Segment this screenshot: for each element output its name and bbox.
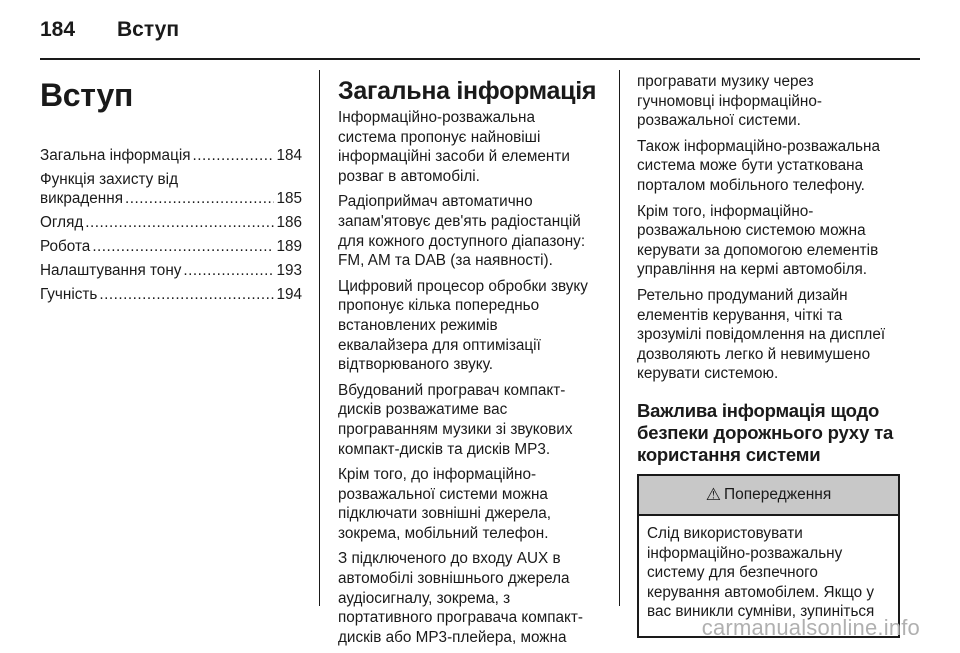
text-line: порталом мобільного телефону. [637,176,865,194]
text-line: Крім того, до інформаційно- [338,466,537,484]
text-line: дисків розважатиме вас [338,401,508,419]
paragraph [637,72,899,131]
toc-leader-dots [92,237,274,256]
text-line: розважальною системою можна [637,222,866,240]
toc-leader-dots [125,189,274,208]
column-general-info [338,64,602,653]
paragraph [338,381,602,459]
header-rule [40,58,920,60]
text-line: безпеки дорожнього руху та [637,421,894,443]
paragraph [338,192,602,270]
subsection-title [637,400,899,466]
text-line: Радіоприймач автоматично [338,193,533,211]
page-header [40,18,920,48]
warning-text [639,514,898,622]
text-line: Крім того, інформаційно- [637,202,814,220]
warning-title: Попередження [724,485,832,503]
watermark: carmanualsonline.info [701,615,920,640]
text-line: система пропонує найновіші [338,128,541,146]
text-line: підключати зовнішні джерела, [338,505,552,523]
text-line: дозволяють легко й невимушено [637,345,871,363]
toc-page-number: 186 [276,214,302,231]
text-line: гучномовці інформаційно- [637,92,822,110]
column-divider-2 [619,70,620,606]
toc-leader-dots [183,261,274,280]
toc-page-number: 193 [276,262,302,279]
paragraph [338,465,602,543]
text-line: для кожного доступного діапазону: [338,232,586,250]
warning-box [637,474,900,638]
text-line: З підключеного до входу AUX в [338,550,561,568]
text-line: систему для безпечного [647,564,818,582]
toc-entry[interactable] [40,285,302,304]
toc-entry-text: Гучність [40,286,98,303]
toc-entry-text: викрадення [40,190,123,207]
toc-entry[interactable] [40,261,302,280]
text-line: Також інформаційно-розважальна [637,137,880,155]
toc-entry[interactable] [40,146,302,165]
text-line: Слід використовувати [647,524,803,542]
text-line: запам'ятовує дев'ять радіостанцій [338,212,581,230]
toc-entry[interactable] [40,213,302,232]
toc-entry-text: Робота [40,238,91,255]
paragraph [637,137,899,196]
paragraph [637,286,899,384]
text-line: FM, AM та DAB (за наявності). [338,252,553,270]
text-line: Ретельно продуманий дизайн [637,286,848,304]
text-line: відтворюваного звуку. [338,356,493,374]
toc-entry[interactable] [40,237,302,256]
toc-page-number: 194 [276,286,302,303]
continued-body [637,72,899,384]
text-line: розваг в автомобілі. [338,167,480,185]
text-line: керування автомобілем. Якщо у [647,583,875,601]
toc-page-number: 185 [276,190,302,207]
section-title: Загальна інформація [338,77,597,105]
toc-entry-text: Функція захисту від [40,171,179,188]
text-line: встановлених режимів [338,316,498,334]
toc-leader-dots [193,146,275,165]
text-line: інформаційні засоби й елементи [338,148,570,166]
text-line: еквалайзера для оптимізації [338,336,541,354]
table-of-contents [40,146,302,304]
text-line: користання системи [637,443,821,465]
section-body [338,108,602,647]
text-line: дисків або MP3-плейера, можна [338,628,567,646]
text-line: портативного програвача компакт- [338,609,583,627]
text-line: Інформаційно-розважальна [338,109,535,126]
text-line: розважальної системи. [637,112,801,130]
paragraph [637,202,899,280]
text-line: аудіосигналу, зокрема, з [338,589,511,607]
warning-triangle-icon: ⚠ [705,484,721,504]
text-line: зрозумілі повідомлення на дисплеї [637,326,886,344]
toc-entry[interactable] [40,170,302,208]
text-line: Вбудований програвач компакт- [338,381,566,399]
text-line: вас виникли сумніви, зупиніться [647,603,875,621]
toc-entry-text: Огляд [40,214,84,231]
text-line: автомобілі зовнішнього джерела [338,570,570,588]
running-title: Вступ [117,18,180,41]
toc-leader-dots [85,213,274,232]
warning-header [639,476,898,514]
column-continued [637,64,899,638]
toc-leader-dots [99,285,274,304]
page-number: 184 [40,18,76,41]
chapter-title: Вступ [40,77,134,113]
column-toc [40,64,302,309]
text-line: керувати за допомогою елементів [637,241,879,259]
toc-page-number: 184 [276,147,302,164]
paragraph [338,277,602,375]
text-line: компакт-дисків та дисків MP3. [338,440,551,458]
toc-entry-text: Загальна інформація [40,147,191,164]
text-line: Цифровий процесор обробки звуку [338,277,588,295]
text-line: керувати системою. [637,365,779,383]
text-line: система може бути устаткована [637,157,864,175]
paragraph [338,549,602,647]
toc-page-number: 189 [276,238,302,255]
text-line: програванням музики зі звукових [338,420,573,438]
paragraph [338,108,602,186]
text-line: елементів керування, чіткі та [637,306,843,324]
text-line: інформаційно-розважальну [647,544,843,562]
text-line: програвати музику через [637,73,814,90]
text-line: пропонує кілька попередньо [338,297,540,315]
toc-entry-text: Налаштування тону [40,262,182,279]
text-line: Важлива інформація щодо [637,399,880,421]
column-divider-1 [319,70,320,606]
text-line: управління на кермі автомобіля. [637,261,868,279]
text-line: розважальної системи можна [338,485,548,503]
text-line: зокрема, мобільний телефон. [338,524,549,542]
